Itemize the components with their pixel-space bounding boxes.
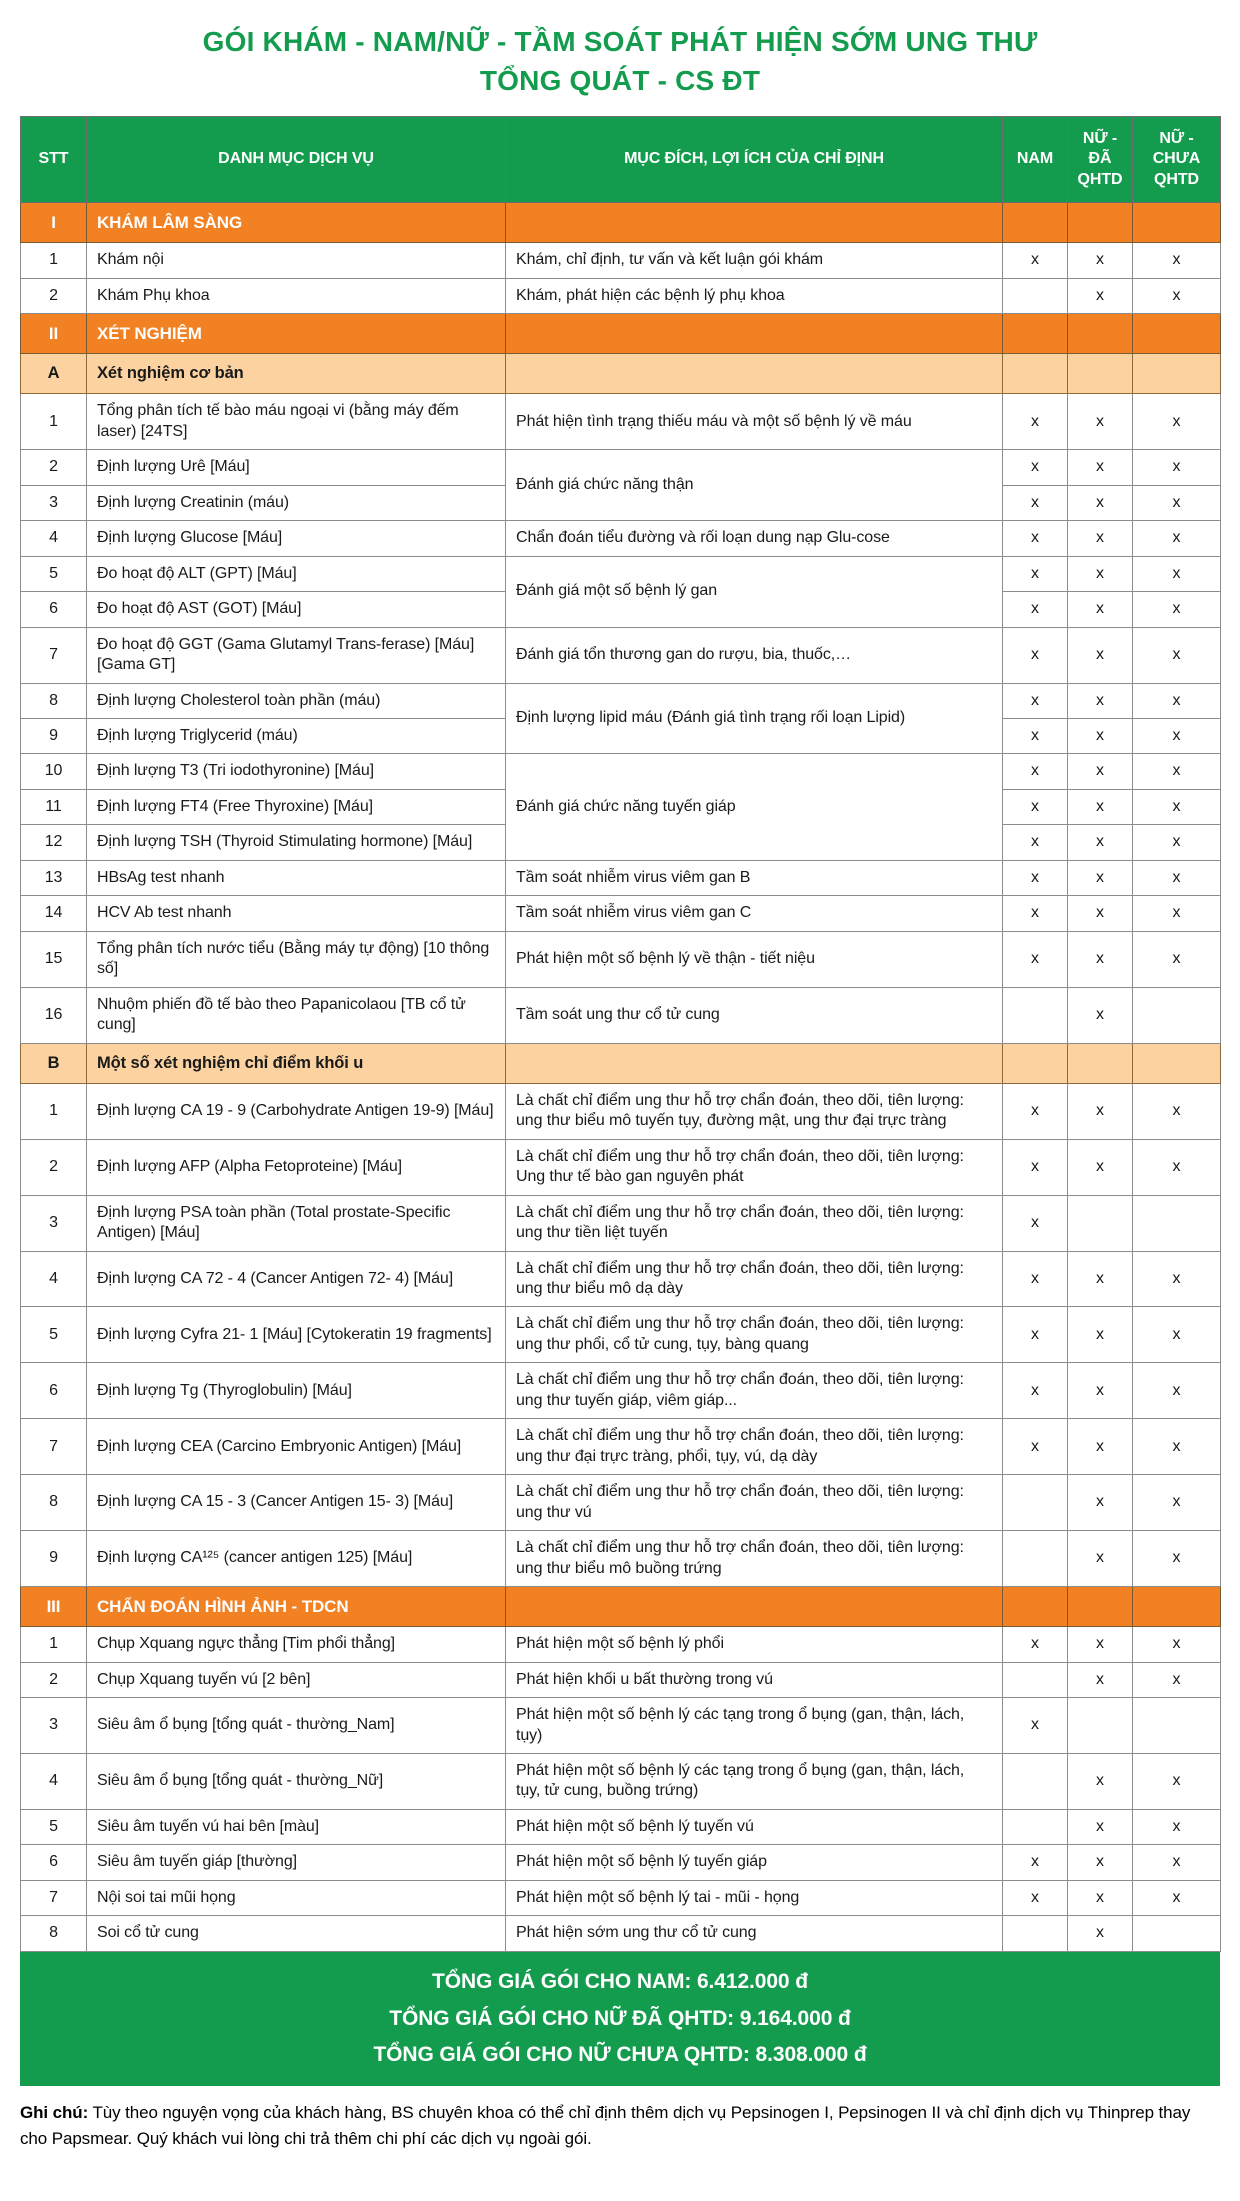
purpose-cell: Phát hiện một số bệnh lý các tạng trong ổ bụng (gan, thận, lách, tụy, tử cung, buồng trứng) [506, 1754, 1003, 1810]
section-row [21, 1587, 1221, 1627]
mark-nu-da-cell: x [1068, 278, 1133, 313]
item-row [21, 1531, 1221, 1587]
mark-nu-chua-cell: x [1133, 754, 1221, 789]
purpose-cell: Là chất chỉ điểm ung thư hỗ trợ chẩn đoán, theo dõi, tiên lượng: ung thư phổi, cổ tử cung, tụy, bàng quang [506, 1307, 1003, 1363]
service-name-cell: Định lượng T3 (Tri iodothyronine) [Máu] [87, 754, 506, 789]
mark-nam-cell: x [1003, 1363, 1068, 1419]
mark-nu-da-cell: x [1068, 592, 1133, 627]
footnote [20, 2100, 1220, 2151]
stt-cell: 5 [21, 1809, 87, 1844]
stt-cell: 2 [21, 450, 87, 485]
mark-nu-da-cell: x [1068, 1916, 1133, 1951]
purpose-cell: Phát hiện tình trạng thiếu máu và một số bệnh lý về máu [506, 394, 1003, 450]
item-row [21, 1475, 1221, 1531]
mark-nu-da-cell: x [1068, 825, 1133, 860]
mark-nu-chua-cell: x [1133, 1531, 1221, 1587]
mark-nu-da-cell: x [1068, 754, 1133, 789]
mark-nu-da-cell: x [1068, 1809, 1133, 1844]
stt-cell: 16 [21, 987, 87, 1043]
item-row [21, 1698, 1221, 1754]
purpose-cell [506, 203, 1003, 243]
service-name-cell: Định lượng FT4 (Free Thyroxine) [Máu] [87, 789, 506, 824]
stt-cell: 5 [21, 556, 87, 591]
service-name-cell: Siêu âm ổ bụng [tổng quát - thường_Nữ] [87, 1754, 506, 1810]
mark-nu-da-cell [1068, 1587, 1133, 1627]
item-row [21, 278, 1221, 313]
mark-nam-cell [1003, 1587, 1068, 1627]
mark-nu-chua-cell [1133, 1916, 1221, 1951]
mark-nu-da-cell: x [1068, 243, 1133, 278]
mark-nam-cell: x [1003, 556, 1068, 591]
mark-nam-cell: x [1003, 1698, 1068, 1754]
item-row [21, 243, 1221, 278]
mark-nu-chua-cell [1133, 1043, 1221, 1083]
stt-cell: 4 [21, 521, 87, 556]
mark-nu-da-cell: x [1068, 1880, 1133, 1915]
mark-nu-chua-cell: x [1133, 627, 1221, 683]
mark-nu-chua-cell [1133, 203, 1221, 243]
stt-cell: 4 [21, 1251, 87, 1307]
purpose-cell: Là chất chỉ điểm ung thư hỗ trợ chẩn đoán, theo dõi, tiên lượng: ung thư vú [506, 1475, 1003, 1531]
item-row [21, 521, 1221, 556]
stt-cell: 6 [21, 592, 87, 627]
service-name-cell: Định lượng Glucose [Máu] [87, 521, 506, 556]
purpose-cell: Đánh giá một số bệnh lý gan [506, 556, 1003, 627]
stt-cell: 11 [21, 789, 87, 824]
stt-cell: III [21, 1587, 87, 1627]
totals-banner [20, 1952, 1220, 2086]
item-row [21, 1845, 1221, 1880]
mark-nu-chua-cell: x [1133, 1880, 1221, 1915]
mark-nu-chua-cell: x [1133, 1662, 1221, 1697]
purpose-cell: Là chất chỉ điểm ung thư hỗ trợ chẩn đoán, theo dõi, tiên lượng: ung thư biểu mô dạ dày [506, 1251, 1003, 1307]
mark-nu-da-cell: x [1068, 987, 1133, 1043]
stt-cell: 8 [21, 683, 87, 718]
item-row [21, 1139, 1221, 1195]
mark-nu-da-cell: x [1068, 719, 1133, 754]
service-name-cell: Khám nội [87, 243, 506, 278]
purpose-cell [506, 1587, 1003, 1627]
mark-nu-chua-cell: x [1133, 1083, 1221, 1139]
purpose-cell: Là chất chỉ điểm ung thư hỗ trợ chẩn đoán, theo dõi, tiên lượng: ung thư đại trực tràng, phổi, tụy, vú, dạ dày [506, 1419, 1003, 1475]
purpose-cell: Định lượng lipid máu (Đánh giá tình trạng rối loạn Lipid) [506, 683, 1003, 754]
mark-nam-cell [1003, 1043, 1068, 1083]
item-row [21, 1083, 1221, 1139]
mark-nam-cell: x [1003, 1845, 1068, 1880]
mark-nu-chua-cell: x [1133, 243, 1221, 278]
mark-nam-cell: x [1003, 1195, 1068, 1251]
mark-nam-cell: x [1003, 754, 1068, 789]
service-name-cell: Nhuộm phiến đồ tế bào theo Papanicolaou [TB cổ tử cung] [87, 987, 506, 1043]
mark-nu-da-cell: x [1068, 1662, 1133, 1697]
service-name-cell: Đo hoạt độ AST (GOT) [Máu] [87, 592, 506, 627]
stt-cell: 6 [21, 1845, 87, 1880]
item-row [21, 683, 1221, 718]
service-name-cell: Tổng phân tích tế bào máu ngoại vi (bằng máy đếm laser) [24TS] [87, 394, 506, 450]
mark-nu-da-cell: x [1068, 931, 1133, 987]
mark-nam-cell: x [1003, 860, 1068, 895]
mark-nam-cell: x [1003, 1139, 1068, 1195]
mark-nu-da-cell [1068, 314, 1133, 354]
service-name-cell: Định lượng CA 72 - 4 (Cancer Antigen 72- 4) [Máu] [87, 1251, 506, 1307]
stt-cell: 9 [21, 1531, 87, 1587]
mark-nu-da-cell: x [1068, 1083, 1133, 1139]
purpose-cell: Phát hiện một số bệnh lý các tạng trong ổ bụng (gan, thận, lách, tụy) [506, 1698, 1003, 1754]
mark-nam-cell [1003, 203, 1068, 243]
mark-nam-cell [1003, 314, 1068, 354]
stt-cell: 2 [21, 278, 87, 313]
mark-nu-chua-cell: x [1133, 1419, 1221, 1475]
purpose-cell: Phát hiện một số bệnh lý tuyến giáp [506, 1845, 1003, 1880]
service-name-cell: Định lượng AFP (Alpha Fetoproteine) [Máu] [87, 1139, 506, 1195]
table-header [21, 117, 1221, 203]
stt-cell: 1 [21, 394, 87, 450]
mark-nu-chua-cell: x [1133, 1627, 1221, 1662]
stt-cell: 1 [21, 1083, 87, 1139]
service-name-cell: Tổng phân tích nước tiểu (Bằng máy tự động) [10 thông số] [87, 931, 506, 987]
item-row [21, 1880, 1221, 1915]
stt-cell: 12 [21, 825, 87, 860]
stt-cell: 15 [21, 931, 87, 987]
mark-nu-chua-cell: x [1133, 860, 1221, 895]
mark-nam-cell [1003, 1531, 1068, 1587]
purpose-cell: Phát hiện khối u bất thường trong vú [506, 1662, 1003, 1697]
purpose-cell: Phát hiện một số bệnh lý phổi [506, 1627, 1003, 1662]
header-stt: STT [21, 117, 87, 203]
service-name-cell: Định lượng TSH (Thyroid Stimulating hormone) [Máu] [87, 825, 506, 860]
item-row [21, 1754, 1221, 1810]
header-nu-chua-qhtd: NỮ - CHƯA QHTD [1133, 117, 1221, 203]
mark-nu-da-cell: x [1068, 1627, 1133, 1662]
mark-nu-chua-cell: x [1133, 394, 1221, 450]
mark-nu-da-cell: x [1068, 627, 1133, 683]
stt-cell: 13 [21, 860, 87, 895]
purpose-cell: Là chất chỉ điểm ung thư hỗ trợ chẩn đoán, theo dõi, tiên lượng: Ung thư tế bào gan nguyên phát [506, 1139, 1003, 1195]
service-name-cell: Xét nghiệm cơ bản [87, 354, 506, 394]
mark-nam-cell: x [1003, 825, 1068, 860]
mark-nu-chua-cell: x [1133, 1363, 1221, 1419]
purpose-cell: Phát hiện một số bệnh lý về thận - tiết niệu [506, 931, 1003, 987]
mark-nu-chua-cell: x [1133, 485, 1221, 520]
mark-nu-da-cell [1068, 203, 1133, 243]
stt-cell: 3 [21, 485, 87, 520]
mark-nam-cell [1003, 987, 1068, 1043]
item-row [21, 931, 1221, 987]
mark-nu-da-cell: x [1068, 1531, 1133, 1587]
mark-nam-cell [1003, 354, 1068, 394]
stt-cell: 3 [21, 1195, 87, 1251]
stt-cell: 7 [21, 1419, 87, 1475]
service-name-cell: HBsAg test nhanh [87, 860, 506, 895]
stt-cell: 6 [21, 1363, 87, 1419]
mark-nam-cell: x [1003, 521, 1068, 556]
item-row [21, 627, 1221, 683]
mark-nu-chua-cell: x [1133, 1251, 1221, 1307]
service-name-cell: Đo hoạt độ GGT (Gama Glutamyl Trans-ferase) [Máu] [Gama GT] [87, 627, 506, 683]
purpose-cell: Tầm soát nhiễm virus viêm gan B [506, 860, 1003, 895]
item-row [21, 1916, 1221, 1951]
mark-nam-cell: x [1003, 394, 1068, 450]
mark-nam-cell: x [1003, 896, 1068, 931]
mark-nu-chua-cell: x [1133, 1754, 1221, 1810]
purpose-cell: Đánh giá chức năng tuyến giáp [506, 754, 1003, 860]
mark-nam-cell [1003, 1475, 1068, 1531]
purpose-cell [506, 1043, 1003, 1083]
service-name-cell: Nội soi tai mũi họng [87, 1880, 506, 1915]
mark-nam-cell: x [1003, 1880, 1068, 1915]
service-name-cell: KHÁM LÂM SÀNG [87, 203, 506, 243]
item-row [21, 1195, 1221, 1251]
item-row [21, 556, 1221, 591]
mark-nu-da-cell: x [1068, 394, 1133, 450]
mark-nu-da-cell: x [1068, 1251, 1133, 1307]
section-row [21, 314, 1221, 354]
purpose-cell: Là chất chỉ điểm ung thư hỗ trợ chẩn đoán, theo dõi, tiên lượng: ung thư biểu mô buồng trứng [506, 1531, 1003, 1587]
stt-cell: 5 [21, 1307, 87, 1363]
mark-nu-da-cell [1068, 1698, 1133, 1754]
mark-nu-chua-cell: x [1133, 1307, 1221, 1363]
stt-cell: 1 [21, 243, 87, 278]
mark-nu-da-cell: x [1068, 1475, 1133, 1531]
service-name-cell: Định lượng Urê [Máu] [87, 450, 506, 485]
item-row [21, 1627, 1221, 1662]
mark-nam-cell [1003, 278, 1068, 313]
purpose-cell: Là chất chỉ điểm ung thư hỗ trợ chẩn đoán, theo dõi, tiên lượng: ung thư biểu mô tuyến tụy, đường mật, ung thư đại trực tràng [506, 1083, 1003, 1139]
service-name-cell: Định lượng Cyfra 21- 1 [Máu] [Cytokeratin 19 fragments] [87, 1307, 506, 1363]
purpose-cell [506, 354, 1003, 394]
stt-cell: 14 [21, 896, 87, 931]
table-body [21, 203, 1221, 1951]
service-name-cell: Soi cổ tử cung [87, 1916, 506, 1951]
mark-nu-chua-cell [1133, 314, 1221, 354]
purpose-cell: Phát hiện một số bệnh lý tuyến vú [506, 1809, 1003, 1844]
page-title-line1: GÓI KHÁM - NAM/NỮ - TẦM SOÁT PHÁT HIỆN SỚM UNG THƯ [202, 26, 1038, 57]
mark-nu-da-cell: x [1068, 789, 1133, 824]
subsection-row [21, 1043, 1221, 1083]
service-name-cell: Định lượng Tg (Thyroglobulin) [Máu] [87, 1363, 506, 1419]
stt-cell: 10 [21, 754, 87, 789]
item-row [21, 1307, 1221, 1363]
header-purpose: MỤC ĐÍCH, LỢI ÍCH CỦA CHỈ ĐỊNH [506, 117, 1003, 203]
page-title-line2: TỔNG QUÁT - CS ĐT [479, 65, 761, 97]
mark-nu-chua-cell: x [1133, 1845, 1221, 1880]
service-name-cell: Định lượng Creatinin (máu) [87, 485, 506, 520]
stt-cell: A [21, 354, 87, 394]
service-name-cell: CHẨN ĐOÁN HÌNH ẢNH - TDCN [87, 1587, 506, 1627]
mark-nu-da-cell [1068, 1043, 1133, 1083]
stt-cell: 7 [21, 627, 87, 683]
service-name-cell: Định lượng CA 15 - 3 (Cancer Antigen 15- 3) [Máu] [87, 1475, 506, 1531]
purpose-cell: Là chất chỉ điểm ung thư hỗ trợ chẩn đoán, theo dõi, tiên lượng: ung thư tiền liệt tuyến [506, 1195, 1003, 1251]
mark-nu-chua-cell: x [1133, 683, 1221, 718]
stt-cell: 4 [21, 1754, 87, 1810]
mark-nu-da-cell: x [1068, 896, 1133, 931]
mark-nu-da-cell: x [1068, 1363, 1133, 1419]
header-nu-da-qhtd: NỮ - ĐÃ QHTD [1068, 117, 1133, 203]
service-name-cell: Siêu âm tuyến vú hai bên [màu] [87, 1809, 506, 1844]
mark-nu-chua-cell: x [1133, 931, 1221, 987]
purpose-cell: Phát hiện sớm ung thư cổ tử cung [506, 1916, 1003, 1951]
stt-cell: 9 [21, 719, 87, 754]
service-name-cell: Định lượng CA¹²⁵ (cancer antigen 125) [Máu] [87, 1531, 506, 1587]
stt-cell: I [21, 203, 87, 243]
mark-nam-cell [1003, 1754, 1068, 1810]
mark-nam-cell: x [1003, 789, 1068, 824]
header-nam: NAM [1003, 117, 1068, 203]
mark-nu-da-cell [1068, 1195, 1133, 1251]
mark-nu-da-cell: x [1068, 860, 1133, 895]
purpose-cell: Phát hiện một số bệnh lý tai - mũi - họng [506, 1880, 1003, 1915]
mark-nam-cell: x [1003, 1251, 1068, 1307]
stt-cell: 1 [21, 1627, 87, 1662]
item-row [21, 896, 1221, 931]
mark-nam-cell: x [1003, 450, 1068, 485]
service-name-cell: Một số xét nghiệm chỉ điểm khối u [87, 1043, 506, 1083]
mark-nam-cell: x [1003, 719, 1068, 754]
item-row [21, 1419, 1221, 1475]
mark-nam-cell: x [1003, 683, 1068, 718]
service-name-cell: Siêu âm ổ bụng [tổng quát - thường_Nam] [87, 1698, 506, 1754]
service-name-cell: Định lượng PSA toàn phần (Total prostate-Specific Antigen) [Máu] [87, 1195, 506, 1251]
mark-nu-da-cell: x [1068, 521, 1133, 556]
mark-nu-chua-cell: x [1133, 896, 1221, 931]
stt-cell: 7 [21, 1880, 87, 1915]
subsection-row [21, 354, 1221, 394]
item-row [21, 1662, 1221, 1697]
service-name-cell: Định lượng Cholesterol toàn phần (máu) [87, 683, 506, 718]
mark-nu-da-cell: x [1068, 1754, 1133, 1810]
service-name-cell: Định lượng CA 19 - 9 (Carbohydrate Antigen 19-9) [Máu] [87, 1083, 506, 1139]
mark-nu-da-cell: x [1068, 1845, 1133, 1880]
mark-nu-chua-cell [1133, 1587, 1221, 1627]
mark-nu-chua-cell: x [1133, 1139, 1221, 1195]
mark-nu-da-cell: x [1068, 1419, 1133, 1475]
mark-nam-cell [1003, 1809, 1068, 1844]
mark-nam-cell: x [1003, 1307, 1068, 1363]
footnote-text: Tùy theo nguyện vọng của khách hàng, BS chuyên khoa có thể chỉ định thêm dịch vụ Pepsinogen I, Pepsinogen II và chỉ định dịch vụ Thinprep thay cho Papsmear. Quý khách vui lòng chi trả thêm chi phí các dịch vụ ngoài gói. [20, 2103, 1191, 2148]
mark-nam-cell: x [1003, 627, 1068, 683]
page-title [20, 22, 1220, 100]
mark-nu-chua-cell: x [1133, 789, 1221, 824]
mark-nu-chua-cell [1133, 354, 1221, 394]
mark-nu-chua-cell: x [1133, 521, 1221, 556]
mark-nam-cell [1003, 1662, 1068, 1697]
purpose-cell: Khám, phát hiện các bệnh lý phụ khoa [506, 278, 1003, 313]
mark-nu-chua-cell [1133, 1195, 1221, 1251]
item-row [21, 394, 1221, 450]
stt-cell: 8 [21, 1475, 87, 1531]
service-name-cell: Khám Phụ khoa [87, 278, 506, 313]
stt-cell: B [21, 1043, 87, 1083]
service-name-cell: XÉT NGHIỆM [87, 314, 506, 354]
mark-nu-da-cell: x [1068, 556, 1133, 591]
purpose-cell [506, 314, 1003, 354]
service-name-cell: Chụp Xquang tuyến vú [2 bên] [87, 1662, 506, 1697]
item-row [21, 754, 1221, 789]
mark-nam-cell: x [1003, 1627, 1068, 1662]
item-row [21, 1363, 1221, 1419]
mark-nu-chua-cell: x [1133, 450, 1221, 485]
mark-nu-da-cell: x [1068, 683, 1133, 718]
mark-nu-chua-cell: x [1133, 719, 1221, 754]
mark-nu-chua-cell: x [1133, 825, 1221, 860]
mark-nam-cell: x [1003, 931, 1068, 987]
mark-nu-da-cell: x [1068, 450, 1133, 485]
mark-nu-da-cell: x [1068, 1307, 1133, 1363]
service-name-cell: Siêu âm tuyến giáp [thường] [87, 1845, 506, 1880]
item-row [21, 987, 1221, 1043]
header-row [21, 117, 1221, 203]
mark-nu-chua-cell: x [1133, 556, 1221, 591]
item-row [21, 1251, 1221, 1307]
mark-nam-cell: x [1003, 1419, 1068, 1475]
total-nam: TỔNG GIÁ GÓI CHO NAM: 6.412.000 đ [432, 1969, 808, 1993]
section-row [21, 203, 1221, 243]
service-name-cell: Định lượng Triglycerid (máu) [87, 719, 506, 754]
mark-nam-cell: x [1003, 592, 1068, 627]
purpose-cell: Tầm soát ung thư cổ tử cung [506, 987, 1003, 1043]
mark-nam-cell: x [1003, 485, 1068, 520]
mark-nu-chua-cell: x [1133, 1809, 1221, 1844]
item-row [21, 450, 1221, 485]
stt-cell: 2 [21, 1139, 87, 1195]
mark-nu-chua-cell [1133, 1698, 1221, 1754]
stt-cell: 3 [21, 1698, 87, 1754]
service-name-cell: Định lượng CEA (Carcino Embryonic Antigen) [Máu] [87, 1419, 506, 1475]
mark-nam-cell: x [1003, 1083, 1068, 1139]
purpose-cell: Tầm soát nhiễm virus viêm gan C [506, 896, 1003, 931]
stt-cell: 2 [21, 1662, 87, 1697]
mark-nam-cell [1003, 1916, 1068, 1951]
service-name-cell: HCV Ab test nhanh [87, 896, 506, 931]
mark-nam-cell: x [1003, 243, 1068, 278]
purpose-cell: Chẩn đoán tiểu đường và rối loạn dung nạp Glu-cose [506, 521, 1003, 556]
mark-nu-da-cell: x [1068, 485, 1133, 520]
stt-cell: 8 [21, 1916, 87, 1951]
item-row [21, 860, 1221, 895]
purpose-cell: Là chất chỉ điểm ung thư hỗ trợ chẩn đoán, theo dõi, tiên lượng: ung thư tuyến giáp, viêm giáp... [506, 1363, 1003, 1419]
mark-nu-da-cell: x [1068, 1139, 1133, 1195]
total-nu-da-qhtd: TỔNG GIÁ GÓI CHO NỮ ĐÃ QHTD: 9.164.000 đ [389, 2006, 851, 2030]
mark-nu-chua-cell: x [1133, 592, 1221, 627]
service-name-cell: Chụp Xquang ngực thẳng [Tim phổi thẳng] [87, 1627, 506, 1662]
footnote-label: Ghi chú: [20, 2103, 89, 2123]
header-service-name: DANH MỤC DỊCH VỤ [87, 117, 506, 203]
purpose-cell: Đánh giá tổn thương gan do rượu, bia, thuốc,… [506, 627, 1003, 683]
stt-cell: II [21, 314, 87, 354]
total-nu-chua-qhtd: TỔNG GIÁ GÓI CHO NỮ CHƯA QHTD: 8.308.000 đ [373, 2043, 867, 2067]
service-table [20, 116, 1221, 1951]
mark-nu-da-cell [1068, 354, 1133, 394]
mark-nu-chua-cell: x [1133, 278, 1221, 313]
item-row [21, 1809, 1221, 1844]
service-name-cell: Đo hoạt độ ALT (GPT) [Máu] [87, 556, 506, 591]
mark-nu-chua-cell: x [1133, 1475, 1221, 1531]
purpose-cell: Khám, chỉ định, tư vấn và kết luận gói khám [506, 243, 1003, 278]
mark-nu-chua-cell [1133, 987, 1221, 1043]
purpose-cell: Đánh giá chức năng thận [506, 450, 1003, 521]
